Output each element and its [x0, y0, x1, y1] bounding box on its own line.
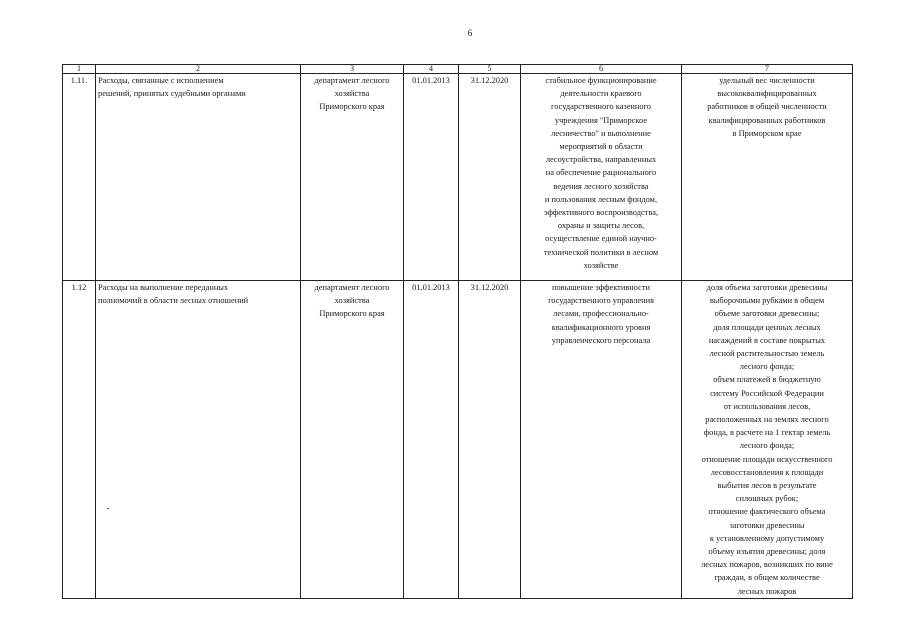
indicator-line: сплошных рубок;	[735, 494, 799, 504]
indicator-line: лесных пожаров, возникших по вине	[701, 560, 833, 570]
activity-name-cell	[96, 281, 301, 599]
indicator-line: систему Российской Федерации	[710, 388, 824, 398]
table-row	[63, 281, 853, 599]
result-line: эффективного воспроизводства,	[543, 208, 659, 218]
result-line: деятельности краевого	[560, 89, 642, 99]
table-header-row	[63, 65, 853, 74]
column-header: 2	[96, 65, 301, 74]
indicator-line: высококвалифицированных	[717, 89, 817, 99]
result-line: государственного управления	[548, 296, 654, 306]
indicator-line: лесного фонда;	[739, 362, 795, 372]
table-row	[63, 74, 853, 281]
row-number: 1.11.	[63, 74, 96, 281]
executor-line: департамент лесного	[314, 283, 390, 292]
indicator-line: удельный вес численности	[719, 76, 815, 85]
column-header: 3	[301, 65, 404, 74]
indicator-line: выбытия лесов в результате	[717, 481, 817, 491]
result-line: и пользования лесным фондом,	[544, 194, 658, 204]
indicator-line: отношение площади искусственного	[701, 454, 833, 464]
result-line: ведения лесного хозяйства	[553, 181, 649, 191]
expected-result-cell	[521, 74, 682, 281]
activity-name-cell	[96, 74, 301, 281]
activity-name-line: полномочий в области лесных отношений	[98, 296, 249, 306]
column-header: 5	[459, 65, 521, 74]
indicator-line: насаждений в составе покрытых	[708, 335, 826, 345]
indicator-line: к установленному допустимому	[709, 533, 825, 543]
executor-cell	[301, 74, 404, 281]
result-line: лесничество" и выполнение	[551, 128, 651, 138]
indicator-line: объему изъятия древесины; доля	[708, 547, 826, 557]
result-line: управленческого персонала	[551, 335, 651, 345]
indicator-line: граждан, в общем количестве	[714, 573, 820, 583]
result-line: на обеспечение рационального	[545, 168, 657, 178]
executor-line: Приморского края	[319, 102, 385, 112]
result-line: мероприятий в области	[559, 142, 643, 152]
page-number: 6	[467, 28, 473, 38]
indicator-line: расположенных на землях лесного	[705, 415, 829, 425]
activity-name-line: Расходы, связанные с исполнением	[98, 76, 224, 85]
executor-line: хозяйства	[334, 89, 370, 99]
indicator-line: от использования лесов,	[723, 401, 811, 411]
indicator-line: работников в общей численности	[707, 102, 827, 112]
indicator-line: выборочными рубками в общем	[709, 296, 825, 306]
result-line: стабильное функционирование	[545, 76, 657, 85]
executor-line: департамент лесного	[314, 76, 390, 85]
column-header: 7	[682, 65, 853, 74]
indicator-line: заготовки древесины	[729, 520, 805, 530]
indicator-line: в Приморском крае	[732, 128, 802, 138]
activity-name-line: Расходы на выполнение переданных	[98, 283, 229, 292]
result-line: повышение эффективности	[551, 283, 651, 292]
indicator-line: доля объема заготовки древесины	[706, 283, 828, 292]
executor-line: хозяйства	[334, 296, 370, 306]
column-header: 6	[521, 65, 682, 74]
indicator-line: доля площади ценных лесных	[713, 322, 821, 332]
indicator-line: объем платежей в бюджетную	[713, 375, 821, 385]
column-header: 1	[63, 65, 96, 74]
scan-speck	[107, 508, 109, 509]
end-date-cell: 31.12.2020	[459, 74, 521, 281]
column-header: 4	[404, 65, 459, 74]
result-line: технической политики в лесном	[543, 247, 659, 257]
end-date-cell: 31.12.2020	[459, 281, 521, 599]
executor-line: Приморского края	[319, 309, 385, 319]
program-activities-table	[62, 64, 853, 599]
result-line: осуществление единой научно-	[545, 234, 657, 244]
result-line: хозяйстве	[583, 260, 619, 270]
executor-cell	[301, 281, 404, 599]
result-line: лесоустройства, направленных	[545, 155, 657, 165]
indicator-line: лесной растительностью земель	[709, 349, 825, 359]
row-number: 1.12	[63, 281, 96, 599]
result-line: государственного казенного	[551, 102, 651, 112]
result-line: лесами, профессионально-	[553, 309, 649, 319]
indicator-line: квалифицированных работников	[708, 115, 826, 125]
result-line: учреждения "Приморское	[554, 115, 648, 125]
indicator-line: отношение фактического объема	[708, 507, 826, 517]
indicators-cell	[682, 281, 853, 599]
indicators-cell	[682, 74, 853, 281]
result-line: охраны и защиты лесов,	[557, 221, 645, 231]
activity-name-line: решений, принятых судебными органами	[98, 89, 246, 99]
indicator-line: лесного фонда;	[739, 441, 795, 451]
indicator-line: лесовосстановления к площади	[710, 467, 824, 477]
indicator-line: лесных пожаров	[737, 586, 797, 596]
result-line: квалификационного уровня	[551, 322, 651, 332]
indicator-line: объеме заготовки древесины;	[714, 309, 820, 319]
start-date-cell: 01.01.2013	[404, 74, 459, 281]
start-date-cell: 01.01.2013	[404, 281, 459, 599]
indicator-line: фонда, в расчете на 1 гектар земель	[703, 428, 831, 438]
expected-result-cell	[521, 281, 682, 599]
